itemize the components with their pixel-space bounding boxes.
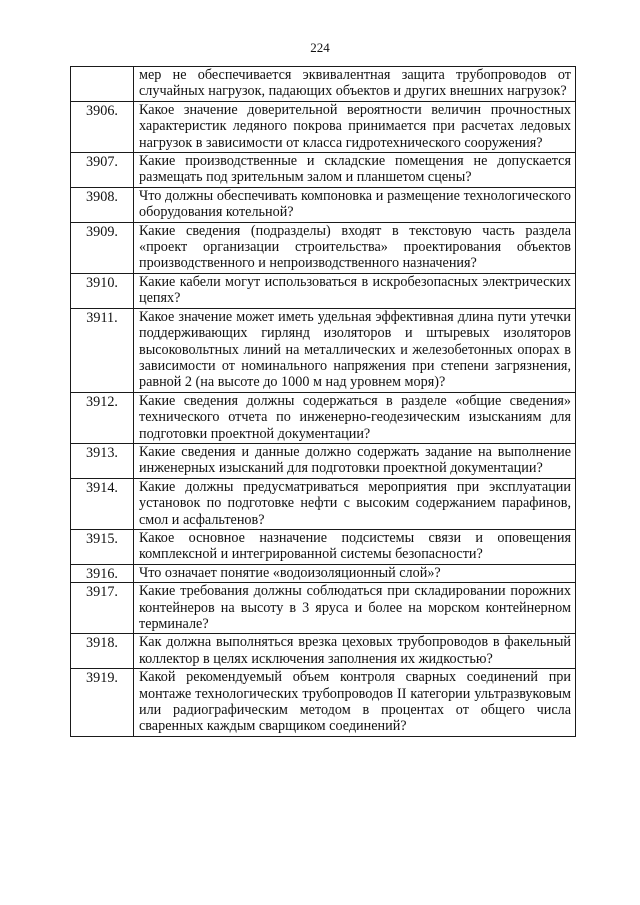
question-number: 3919. bbox=[71, 669, 134, 737]
table-row bbox=[71, 443, 576, 478]
table-row bbox=[71, 583, 576, 634]
question-number: 3907. bbox=[71, 153, 134, 188]
table-row bbox=[71, 67, 576, 102]
table-row bbox=[71, 478, 576, 529]
table-row bbox=[71, 308, 576, 392]
question-text: Какие производственные и складские помещения не допускается размещать под зрительным залом и планшетом сцены? bbox=[134, 153, 576, 188]
question-text: Какие сведения (подразделы) входят в текстовую часть раздела «проект организации строительства» проектирования объектов производственного и непроизводственного назначения? bbox=[134, 222, 576, 273]
question-number: 3909. bbox=[71, 222, 134, 273]
question-text: Какие требования должны соблюдаться при складировании порожних контейнеров на высоту в 3 яруса и более на морском контейнерном терминале? bbox=[134, 583, 576, 634]
table-row bbox=[71, 634, 576, 669]
table-row bbox=[71, 392, 576, 443]
question-number: 3906. bbox=[71, 101, 134, 152]
question-number: 3916. bbox=[71, 564, 134, 582]
table-row bbox=[71, 669, 576, 737]
question-number: 3917. bbox=[71, 583, 134, 634]
question-text: Какие должны предусматриваться мероприятия при эксплуатации установок по подготовке нефти с высоким содержанием парафинов, смол и асфальтенов? bbox=[134, 478, 576, 529]
question-text: Что означает понятие «водоизоляционный слой»? bbox=[134, 564, 576, 582]
question-text: Какие сведения и данные должно содержать задание на выполнение инженерных изысканий для подготовки проектной документации? bbox=[134, 443, 576, 478]
question-number: 3908. bbox=[71, 187, 134, 222]
question-number: 3913. bbox=[71, 443, 134, 478]
table-row bbox=[71, 564, 576, 582]
question-text: Как должна выполняться врезка цеховых трубопроводов в факельный коллектор в целях исключения заполнения их жидкостью? bbox=[134, 634, 576, 669]
table-row bbox=[71, 222, 576, 273]
question-text: Какое значение может иметь удельная эффективная длина пути утечки поддерживающих гирлянд изоляторов и штыревых изоляторов высоковольтных линий на металлических и железобетонных опорах в зависимости от номинального напряжения при степени загрязнения, равной 2 (на высоте до 1000 м над уровнем моря)? bbox=[134, 308, 576, 392]
questions-table-body bbox=[71, 67, 576, 737]
table-row bbox=[71, 529, 576, 564]
question-text: Какое основное назначение подсистемы связи и оповещения комплексной и интегрированной системы безопасности? bbox=[134, 529, 576, 564]
question-text: мер не обеспечивается эквивалентная защита трубопроводов от случайных нагрузок, падающих объектов и других внешних нагрузок? bbox=[134, 67, 576, 102]
question-number: 3918. bbox=[71, 634, 134, 669]
table-row bbox=[71, 187, 576, 222]
table-row bbox=[71, 101, 576, 152]
question-text: Что должны обеспечивать компоновка и размещение технологического оборудования котельной? bbox=[134, 187, 576, 222]
table-row bbox=[71, 273, 576, 308]
question-text: Какой рекомендуемый объем контроля сварных соединений при монтаже технологических трубопроводов II категории ультразвуковым или радиографическим методом в процентах от общего числа сваренных каждым сварщиком соединений? bbox=[134, 669, 576, 737]
question-number: 3910. bbox=[71, 273, 134, 308]
question-number: 3911. bbox=[71, 308, 134, 392]
questions-table bbox=[70, 66, 576, 737]
table-row bbox=[71, 153, 576, 188]
question-text: Какие кабели могут использоваться в искробезопасных электрических цепях? bbox=[134, 273, 576, 308]
question-number: 3914. bbox=[71, 478, 134, 529]
question-number bbox=[71, 67, 134, 102]
question-number: 3915. bbox=[71, 529, 134, 564]
page-number: 224 bbox=[310, 40, 330, 55]
question-text: Какое значение доверительной вероятности величин прочностных характеристик ледяного покрова принимается при расчетах ледовых нагрузок в зависимости от класса гидротехнического сооружения? bbox=[134, 101, 576, 152]
question-text: Какие сведения должны содержаться в разделе «общие сведения» технического отчета по инженерно-геодезическим изысканиям для подготовки проектной документации? bbox=[134, 392, 576, 443]
question-number: 3912. bbox=[71, 392, 134, 443]
